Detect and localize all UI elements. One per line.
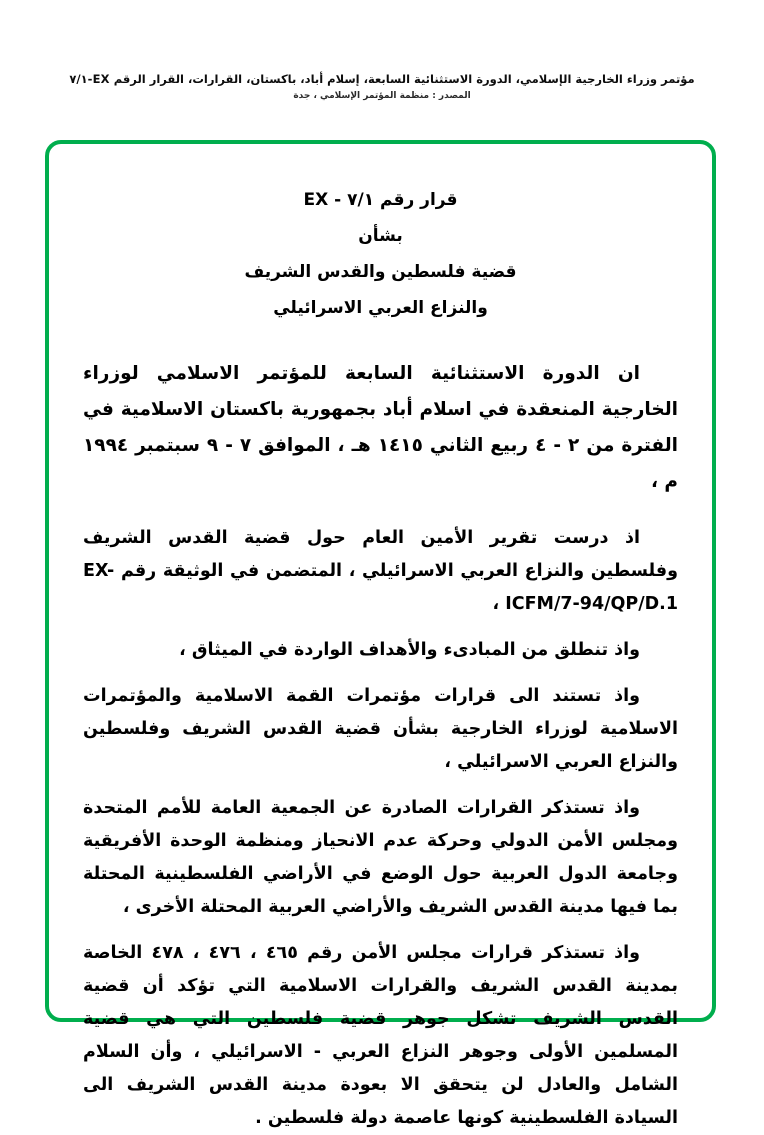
preamble-paragraph [83,522,678,621]
resolution-body [83,356,678,1135]
preamble-paragraph [83,634,678,667]
header-citation: مؤتمر وزراء الخارجية الإسلامي، الدورة الاستثنائية السابعة، إسلام أباد، باكستان، القرارات، القرار الرقم EX-٧/١ [69,72,695,86]
resolution-title-block [83,182,678,326]
paragraph-lead: واذ تنطلق [554,640,640,660]
paragraph-text: قرارات مجلس الأمن رقم ٤٦٥ ، ٤٧٦ ، ٤٧٨ الخاصة بمدينة القدس الشريف والقرارات الاسلامية التي تؤكد أن قضية القدس الشريف تشكل جوهر قضية فلسطين التي هي قضية المسلمين الأولى وجوهر النزاع العربي - الاسرائيلي ، وأن السلام الشامل والعادل لن يتحقق الا بعودة مدينة القدس الشريف الى السيادة الفلسطينية كونها عاصمة دولة فلسطين . [83,943,678,1128]
paragraph-text: من المبادىء والأهداف الواردة في الميثاق ، [179,640,549,660]
paragraph-text: الى قرارات مؤتمرات القمة الاسلامية والمؤتمرات الاسلامية لوزراء الخارجية بشأن قضية القدس الشريف وفلسطين والنزاع العربي الاسرائيلي ، [83,686,678,772]
resolution-number: قرار رقم ٧/١ - EX [303,190,458,210]
content-frame [45,140,716,1128]
opening-paragraph: ان الدورة الاستثنائية السابعة للمؤتمر الاسلامي لوزراء الخارجية المنعقدة في اسلام أباد بجمهورية باكستان الاسلامية في الفترة من ٢ - ٤ ربيع الثاني ١٤١٥ هـ ، الموافق ٧ - ٩ سبتمبر ١٩٩٤ م ، [83,363,678,492]
paragraph-text: القرارات الصادرة عن الجمعية العامة للأمم المتحدة ومجلس الأمن الدولي وحركة عدم الانحياز ومنظمة الوحدة الأفريقية وجامعة الدول العربية حول الوضع في الأراضي الفلسطينية المحتلة بما فيها مدينة القدس الشريف والأراضي العربية المحتلة الأخرى ، [83,798,678,917]
resolution-subject-label: بشأن [358,226,403,246]
preamble-paragraph [83,792,678,924]
paragraph-lead: واذ تستذكر [542,943,640,963]
paragraph-lead: واذ تستذكر [542,798,640,818]
paragraph-text: تقرير الأمين العام حول قضية القدس الشريف وفلسطين والنزاع العربي الاسرائيلي ، المتضمن في الوثيقة رقم EX-ICFM/7-94/QP/D.1 ، [83,528,678,614]
preamble-paragraph [83,680,678,779]
resolution-subject-line2: والنزاع العربي الاسرائيلي [273,298,488,318]
paragraph-lead: واذ تستند [552,686,640,706]
resolution-subject-line1: قضية فلسطين والقدس الشريف [244,262,517,282]
preamble-paragraph [83,937,678,1135]
paragraph-lead: اذ درست [553,528,640,548]
header-source: المصدر : منظمة المؤتمر الإسلامي ، جدة [293,91,471,101]
document-header [30,72,734,101]
